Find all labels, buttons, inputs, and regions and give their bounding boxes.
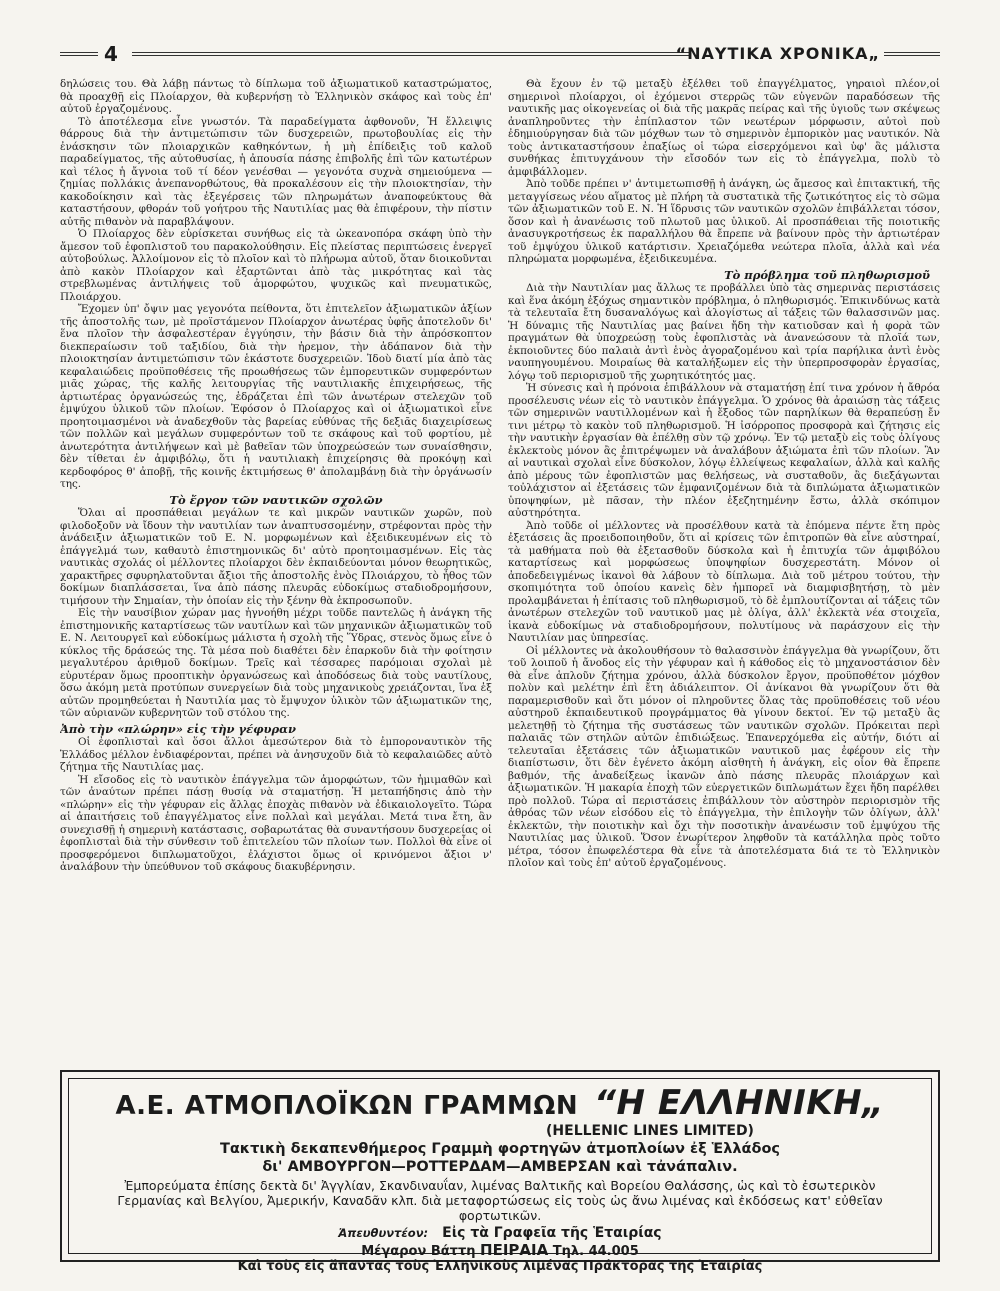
journal-title: “ΝΑΥΤΙΚΑ ΧΡΟΝΙΚΑ„ (675, 44, 880, 63)
ad-title-text: Α.Ε. ΑΤΜΟΠΛΟΪΚΩΝ ΓΡΑΜΜΩΝ (115, 1091, 579, 1121)
ad-description: Ἐμπορεύματα ἐπίσης δεκτὰ δι' Ἀγγλίαν, Σκανδιναυΐαν, λιμένας Βαλτικῆς καὶ Βορείου Θαλάσσης, ὡς καὶ τὸ ἐσωτερικὸν Γερμανίας καὶ Βελγίου, Ἀμερικήν, Καναδᾶν κλπ. διὰ μεταφορτώσεως εἰς τοὺς ὡς ἄνω λιμένας καὶ ἐκδόσεως κατ' εὐθεῖαν φορτωτικῶν. (117, 1178, 883, 1223)
paragraph: Ὁ Πλοίαρχος δὲν εὑρίσκεται συνήθως εἰς τὰ ὠκεανοπόρα σκάφη ὑπὸ τὴν ἄμεσον τοῦ ἐφοπλιστοῦ του παρακολούθησιν. Εἰς πλείστας περιπτώσεις ἐνεργεῖ αὐτοβούλως. Ἀλλοίμονον εἰς τὸ πλοῖον καὶ τὸ πλήρωμα αὐτοῦ, ὅταν διοικοῦνται ἀπὸ κακὸν Πλοίαρχον καὶ ἐξαρτῶνται ἀπὸ τὰς μικρότητας καὶ τὰς στρεβλωμένας ἀντιλήψεις τοῦ ἀμορφώτου, ψυχικῶς καὶ πνευματικῶς, Πλοιάρχου. (60, 228, 492, 303)
paragraph: Ὅλαι αἱ προσπάθειαι μεγάλων τε καὶ μικρῶν ναυτικῶν χωρῶν, ποὺ φιλοδοξοῦν νὰ ἴδουν τὴν ναυτιλίαν των ἀναπτυσσομένην, στρέφονται πρὸς τὴν ἀνάδειξιν ἀξιωματικῶν τοῦ Ε. Ν. μορφωμένων καὶ ἐξειδικευμένων εἰς τὸ ἐπάγγελμά των, καθαυτὸ ἐπιστημονικῶς δι' αὐτὸ προητοιμασμένων. Εἰς τὰς ναυτικὰς σχολάς οἱ μέλλοντες πλοίαρχοι δὲν ἐκπαιδεύονται μόνον θεωρητικῶς, χαρακτῆρες σφυρηλατοῦνται ἄξιοι τῆς ἀποστολῆς ἑνὸς Πλοιάρχου, τὸ ἦθος τῶν δοκίμων διαπλάσσεται, ἵνα ἀπὸ πάσης πλευρᾶς εὐδοκίμως σταδιοδρομήσουν, τιμήσουν τὴν Σημαίαν, τὴν ὁποίαν εἰς τὴν ξένην θὰ ἐκπροσωποῦν. (60, 507, 492, 607)
paragraph: Ἀπὸ τοῦδε πρέπει ν' ἀντιμετωπισθῇ ἡ ἀνάγκη, ὡς ἄμεσος καὶ ἐπιτακτική, τῆς μεταγγίσεως νέου αἵματος μὲ πλήρη τὰ συστατικὰ τῆς ζωτικότητος εἰς τὸ σῶμα τῶν ἀξιωματικῶν τοῦ Ε. Ν. Ἡ ἵδρυσις τῶν ναυτικῶν σχολῶν ἐπιβάλλεται τόσον, ὅσον καὶ ἡ ἀνανέωσις τοῦ πλωτοῦ μας ὑλικοῦ. Αἱ προσπάθειαι τῆς ποιοτικῆς ἀνασυγκροτήσεως ἐκ παραλλήλου θὰ ἔπρεπε νὰ βαίνουν πρὸς τὴν ἀρτιωτέραν τοῦ ἐμψύχου ὑλικοῦ κατάρτισιν. Χρειαζόμεθα νεώτερα πλοῖα, ἀλλὰ καὶ νέα πληρώματα μορφωμένα, ἐξειδικευμένα. (508, 178, 940, 265)
newspaper-page (60, 40, 940, 1274)
paragraph: Ἡ εἴσοδος εἰς τὸ ναυτικὸν ἐπάγγελμα τῶν ἀμορφώτων, τῶν ἡμιμαθῶν καὶ τῶν ἀναύτων πρέπει πάσῃ θυσίᾳ νὰ σταματήσῃ. Ἡ μεταπήδησις ἀπὸ τὴν «πλώρην» εἰς τὴν γέφυραν εἰς ἄλλας ἐποχὰς πιθανὸν νὰ ἐδικαιολογεῖτο. Τώρα αἱ ἀπαιτήσεις τοῦ ἐπαγγέλματος εἶνε πολλαὶ καὶ μεγάλαι. Μετά τινα ἔτη, ἂν συνεχισθῇ ἡ σημερινὴ κατάστασις, σοβαρωτάτας θὰ συναντήσουν δυσχερείας οἱ ἐφοπλισταὶ διὰ τὴν σύνθεσιν τοῦ ἐπιτελείου τῶν πλοίων των. Πολλοὶ θὰ εἶνε οἱ προσφερόμενοι διπλωματοῦχοι, ἐλάχιστοι ὅμως οἱ κρινόμενοι ἄξιοι ν' ἀναλάβουν τὴν ὑπεύθυνον τοῦ σκάφους διακυβέρνησιν. (60, 773, 492, 873)
paragraph: Ἀπὸ τοῦδε οἱ μέλλοντες νὰ προσέλθουν κατὰ τὰ ἑπόμενα πέντε ἔτη πρὸς ἐξετάσεις ἂς προειδοποιηθοῦν, ὅτι αἱ κρίσεις τῶν ἐπιτροπῶν θὰ εἶνε αὐστηραί, τὰ μαθήματα ποὺ θὰ ἐξετασθοῦν δύσκολα καὶ ἡ ἐπιτυχία τῶν ἀμφιβόλου καταρτίσεως καὶ μορφώσεως ὑποψηφίων δυσχερεστάτη. Μόνον οἱ ἀποδεδειγμένως ἱκανοὶ θὰ λάβουν τὸ δίπλωμα. Διὰ τοῦ μέτρου τούτου, τὴν σκοπιμότητα τοῦ ὁποίου κανεὶς δὲν ἠμπορεῖ νὰ διαμφισβητήσῃ, τὸ μὲν προλαμβάνεται ἡ ἐπίτασις τοῦ πληθωρισμοῦ, τὸ δὲ ἐμπλουτίζονται αἱ τάξεις τῶν ἀνωτέρων στελεχῶν τοῦ ναυτικοῦ μας μὲ ὀλίγα, ἀλλ' ἐκλεκτὰ νέα στοιχεῖα, ἱκανὰ εὐδοκίμως νὰ σταδιοδρομήσουν, πολυτίμους νὰ παράσχουν εἰς τὴν Ναυτιλίαν μας ὑπηρεσίας. (508, 519, 940, 644)
paragraph: Ἔχομεν ὑπ' ὄψιν μας γεγονότα πείθοντα, ὅτι ἐπιτελεῖον ἀξιωματικῶν ἀξίων τῆς ἀποστολῆς των, μὲ προϊστάμενον Πλοίαρχον ἀνωτέρας ὑφῆς ἀποτελοῦν δι' ἕνα πλοῖον τὴν ἀσφαλεστέραν ἐγγύησιν, τὴν βάσιν διὰ τὴν ἀπρόσκοπτον διεκπεραίωσιν τοῦ ταξιδίου, διὰ τὴν ἠρεμον, τὴν ἀδάπανον διὰ τὴν πλοιοκτησίαν ἀντιμετώπισιν τῶν ἑκάστοτε δυσχερειῶν. Ἰδοὺ διατί μία ἀπὸ τὰς κεφαλαιώδεις προϋποθέσεις τῆς προωθήσεως τῶν ἐμπορευτικῶν συμφερόντων μιᾶς χώρας, τῆς καλῆς λειτουργίας τῆς ναυτιλιακῆς ἐπιχειρήσεως, τῆς ἀρτιωτέρας ὀργανώσεώς της, ἑδράζεται ἐπὶ τῶν ἀνωτέρων στελεχῶν τοῦ ἐμψύχου ὑλικοῦ τῶν πλοίων. Ἐφόσον ὁ Πλοίαρχος καὶ οἱ ἀξιωματικοὶ εἶνε προητοιμασμένοι νὰ ἀναδεχθοῦν τὰς βαρείας εὐθύνας τῆς δεξιᾶς διαχειρίσεως τῶν πολλῶν καὶ μεγάλων συμφερόντων τοῦ τε σκάφους καὶ τοῦ φορτίου, μὲ ἀνωτερότητα ἀντιλήψεων καὶ μὲ βαθεῖαν τῶν ὑποχρεώσεών των συναίσθησιν, δὲν τίθεται ἐν ἀμφιβόλῳ, ὅτι ἡ ναυτιλιακὴ ἐπιχείρησις θὰ προκόψῃ καὶ κερδοφόρος θ' ἀποβῇ, τῆς κοινῆς ἐκτιμήσεως θ' ἀπολαμβάνῃ διὰ τὴν ὀργάνωσίν της. (60, 303, 492, 490)
advertisement-inner-frame (68, 1078, 932, 1274)
section-heading-schools: Τὸ ἔργον τῶν ναυτικῶν σχολῶν (169, 492, 383, 507)
ad-route-line-2: δι' ΑΜΒΟΥΡΓΟΝ—ΡΟΤΤΕΡΔΑΜ—ΑΜΒΕΡΣΑΝ καὶ τἀνάπαλιν. (262, 1159, 738, 1175)
paragraph: Οἱ μέλλοντες νὰ ἀκολουθήσουν τὸ θαλασσινὸν ἐπάγγελμα θὰ γνωρίζουν, ὅτι τοῦ λοιποῦ ἡ ἄνοδος εἰς τὴν γέφυραν καὶ ἡ κάθοδος εἰς τὸ μηχανοστάσιον δὲν θὰ εἶνε ἁπλοῦν ζήτημα χρόνου, ἀλλὰ δύσκολον ἔργον, προϋποθέτον μόχθον πολὺν καὶ μελέτην ἐπὶ ἔτη ἀδιάλειπτον. Οἱ ἀνίκανοι θὰ γνωρίζουν ὅτι θὰ παραμερισθοῦν καὶ ὅτι μόνον οἱ πληροῦντες ὅλας τὰς προϋποθέσεις τοῦ νέου αὐστηροῦ ἐκπαιδευτικοῦ προγράμματος θὰ γίνουν δεκτοί. Ἐν τῷ μεταξὺ ἂς μελετηθῇ τὸ ζήτημα τῆς συστάσεως τῶν ναυτικῶν σχολῶν. Πρόκειται περὶ παλαιᾶς τῶν στηλῶν αὐτῶν ἐπιδιώξεως. Ἐπανερχόμεθα εἰς αὐτήν, διότι αἱ τελευταῖαι ἐξετάσεις τῶν ἀξιωματικῶν ναυτικοῦ μας ἐφέρουν εἰς τὴν διαπίστωσιν, ὅτι δὲν ἐγένετο ἀκόμη αἰσθητὴ ἡ ἀνάγκη, εἰς οἷον θὰ ἔπρεπε βαθμόν, τῆς ἀναδείξεως ἱκανῶν ἀπὸ πάσης πλευρᾶς πλοιάρχων καὶ ἀξιωματικῶν. Ἡ μακαρία ἐποχὴ τῶν εὐεργετικῶν διπλωμάτων ἔχει ἤδη παρέλθει πρὸ πολλοῦ. Τώρα αἱ περιστάσεις ἐπιβάλλουν τὸν αὐστηρὸν περιορισμὸν τῆς ἀθρόας τῶν νέων εἰσόδου εἰς τὸ ἐπάγγελμα, τὴν ἐπιλογὴν τῶν ὀλίγων, ἀλλ' ἐκλεκτῶν, τὴν ποιοτικὴν καὶ ὄχι τὴν ποσοτικὴν ἀνανέωσιν τοῦ ἐμψύχου τῆς Ναυτιλίας μας ὑλικοῦ. Ὅσον ἐνωρίτερον ληφθοῦν τὰ κατάλληλα πρὸς τοῦτο μέτρα, τόσον ἐπωφελέστερα θὰ εἶνε τὰ ἀποτελέσματα διά τε τὸ Ἑλληνικὸν πλοῖον καὶ τοὺς ἐπ' αὐτοῦ ἐργαζομένους. (508, 644, 940, 869)
ad-contact-label: Ἀπευθυντέον: (338, 1226, 429, 1240)
ad-address: Μέγαρον Βάττη (361, 1244, 476, 1259)
ad-address-line (69, 1241, 931, 1259)
shipping-advertisement (60, 1070, 940, 1274)
article-columns (60, 78, 940, 1063)
ad-contact-main: Εἰς τὰ Γραφεῖα τῆς Ἑταιρίας (442, 1225, 662, 1241)
left-column (60, 78, 492, 1063)
section-heading-bridge: Ἀπὸ τὴν «πλώρην» εἰς τὴν γέφυραν (60, 721, 296, 736)
paragraph: Εἰς τὴν ναυσίβιον χώραν μας ἠγνοήθη μέχρι τοῦδε παντελῶς ἡ ἀνάγκη τῆς ἐπιστημονικῆς καταρτίσεως τῶν ναυτίλων καὶ τῶν μηχανικῶν ἀξιωματικῶν τοῦ Ε. Ν. Λειτουργεῖ καὶ εὐδοκίμως μάλιστα ἡ σχολὴ τῆς Ὕδρας, στενὸς ὅμως εἶνε ὁ κύκλος τῆς δράσεώς της. Τὰ μέσα ποὺ διαθέτει δὲν ἐπαρκοῦν διὰ τὴν φοίτησιν μεγαλυτέρου ἀριθμοῦ δοκίμων. Τρεῖς καὶ τέσσαρες παρόμοιαι σχολαὶ μὲ εὐρυτέραν ὅμως προοπτικὴν ὀργανώσεως καὶ ἀποδόσεως διὰ τοὺς ναυτίλους, ὅσω ἀκόμη μετὰ προτύπων συνεργείων διὰ τοὺς μηχανικοὺς χρειάζονται, ἵνα ἐξ αὐτῶν προμηθεύεται ἡ Ναυτιλία μας τὸ ἔμψυχον ὑλικὸν τῶν ἀξιωματικῶν της, τῶν αὐριανῶν κυβερνητῶν τοῦ στόλου της. (60, 607, 492, 719)
running-head (60, 40, 940, 72)
ad-agents-line: Καὶ τοὺς εἰς ἅπαντας τοὺς Ἑλληνικοὺς λιμένας Πράκτορας τῆς Ἑταιρίας (237, 1259, 763, 1274)
right-column (508, 78, 940, 1063)
paragraph: Ἡ σύνεσις καὶ ἡ πρόνοια ἐπιβάλλουν νὰ σταματήσῃ ἐπί τινα χρόνον ἡ ἄθρόα προσέλευσις νέων εἰς τὸ ναυτικὸν ἐπάγγελμα. Ὁ χρόνος θὰ ἀραιώσῃ τὰς τάξεις τῶν σημερινῶν ναυτιλλομένων καὶ ἡ ἔξοδος τῶν παρηλίκων θὰ θεραπεύσῃ ἔν τινι μέτρῳ τὸ κακὸν τοῦ πληθωρισμοῦ. Ἡ ἰσόρροπος προσφορὰ καὶ ζήτησις εἰς τὴν ναυτικὴν ἐργασίαν θὰ ἐπέλθῃ σὺν τῷ χρόνῳ. Ἐν τῷ μεταξὺ εἰς τοὺς ὀλίγους ἐκλεκτοὺς μόνον ἂς ἐπιτρέψωμεν νὰ ἀναλάβουν ἀξιώματα ἐπὶ τῶν πλοίων. Ἂν αἱ ναυτικαὶ σχολαὶ εἶνε δύσκολον, λόγῳ ἐλλείψεως κεφαλαίων, ἀλλὰ καὶ καλῆς ἀπὸ μέρους τῶν ἐφοπλιστῶν μας θελήσεως, νὰ συσταθοῦν, ἂς διεξάγωνται τοὐλάχιστον αἱ ἐξετάσεις τῶν ἐμφανιζομένων διὰ τὰ διπλώματα ἀξιωματικῶν ὑποψηφίων, μὲ πᾶσαν, τὴν πλέον ἐξεζητημένην ἔστω, ἀλλὰ σκόπιμον αὐστηρότητα. (508, 382, 940, 519)
section-heading-inflation: Τὸ πρόβλημα τοῦ πληθωρισμοῦ (724, 267, 930, 282)
header-rule-right (884, 52, 940, 56)
paragraph: Τὸ ἀποτέλεσμα εἶνε γνωστόν. Τὰ παραδείγματα ἀφθονοῦν, Ἡ ἔλλειψις θάρρους διὰ τὴν ἀντιμετώπισιν τῶν δυσχερειῶν, πρωτοβουλίας εἰς τὴν ἐνάσκησιν τῶν πλοιαρχικῶν καθηκόντων, ἡ μὴ ἐπίδειξις τοῦ καλοῦ παραδείγματος, τῆς αὐτοθυσίας, ἡ ἀπουσία πάσης ἐπιβολῆς ἐπὶ τῶν κατωτέρων καὶ τέλος ἡ ἄγνοια τοῦ τί δέον γενέσθαι — γεγονότα συχνὰ σημειούμενα — ζημίας πολλάκις ἀνεπανορθώτους, θὰ προκαλέσουν εἰς τὴν πλοιοκτησίαν, τὴν κακοδοίκησιν καὶ τὰς ἐξεγέρσεις τῶν πληρωμάτων ἀναποφεύκτους θὰ καταστήσουν, φθοράν τοῦ γοήτρου τῆς Ναυτιλίας μας θὰ ἐπιφέρουν, τὴν πίστιν αὐτῆς πιθανὸν νὰ παραβλάψουν. (60, 115, 492, 228)
paragraph: Οἱ ἐφοπλισταὶ καὶ ὅσοι ἄλλοι ἀμεσώτερον διὰ τὸ ἐμποροναυτικὸν τῆς Ἑλλάδος μέλλον ἐνδιαφέρονται, πρέπει νὰ ἀνησυχοῦν διὰ τὸ κεφαλαιῶδες αὐτὸ ζήτημα τῆς Ναυτιλίας μας. (60, 736, 492, 773)
paragraph: δηλώσεις του. Θὰ λάβῃ πάντως τὸ δίπλωμα τοῦ ἀξιωματικοῦ καταστρώματος, θὰ προαχθῇ εἰς Πλοίαρχον, θὰ κυβερνήσῃ τὸ Ἑλληνικὸν σκάφος καὶ τοὺς ἐπ' αὐτοῦ ἐργαζομένους. (60, 78, 492, 115)
paragraph: Διὰ τὴν Ναυτιλίαν μας ἄλλως τε προβάλλει ὑπὸ τὰς σημερινὰς περιστάσεις καὶ ἕνα ἀκόμη ἐξόχως σημαντικὸν πρόβλημα, ὁ πληθωρισμός. Ἐπικινδύνως κατὰ τὰ τελευταῖα ἔτη δυσαναλόγως καὶ ἀλογίστως αἱ τάξεις τῶν θαλασσινῶν μας. Ἡ δύναμις τῆς Ναυτιλίας μας βαίνει ἤδη τὴν κατιοῦσαν καὶ ἡ φορὰ τῶν πραγμάτων θὰ ὑποχρεώσῃ τοὺς ἐφοπλιστὰς νὰ ἀνανεώσουν τὰ πλοῖά των, ἐκποιοῦντες δύο παλαιὰ ἀντὶ ἑνὸς ἀγοραζομένου καὶ τρία παρήλικα ἀντὶ ἑνὸς ναυπηγουμένου. Μοιραίως θὰ καταλήξωμεν εἰς τὴν ὑπερπροσφορὰν ἐργασίας, λόγῳ τοῦ περιορισμοῦ τῆς χωρητικότητός μας. (508, 282, 940, 382)
page-number: 4 (104, 42, 118, 66)
ad-brand-name: “Η ΕΛΛΗΝΙΚΗ„ (594, 1083, 885, 1123)
header-rule-middle (132, 52, 690, 56)
ad-contact-line (69, 1225, 931, 1241)
ad-english-name: (HELLENIC LINES LIMITED) (546, 1123, 754, 1139)
paragraph: Θὰ ἔχουν ἐν τῷ μεταξὺ ἐξέλθει τοῦ ἐπαγγέλματος, γηραιοὶ πλέον,οἱ σημερινοὶ πλοίαρχοι, οἱ ἐχόμενοι στερρῶς τῶν εὐγενῶν παραδόσεων τῆς ναυτικῆς μας οἰκογενείας οἱ διὰ τῆς μακρᾶς πείρας καὶ τῆς ὑγιοῦς των σκέψεως ἀναπληροῦντες τὴν ἐπίπλαστον τῶν νεωτέρων μόρφωσιν, αὐτοὶ ποὺ ἐδημιούργησαν διὰ τῶν μόχθων των τὸ σημερινὸν ἐμπορικὸν μας ναυτικόν. Νὰ τοὺς ἀντικαταστήσουν ἐπαξίως οἱ τώρα εἰσερχόμενοι καὶ ὑφ' ἃς μάλιστα συνθήκας ἐπιτυγχάνουν τὴν εἴσοδόν των εἰς τὸ ἐπάγγελμα, πολὺ τὸ ἀμφιβάλλομεν. (508, 78, 940, 178)
ad-route-line-1: Τακτικὴ δεκαπενθήμερος Γραμμὴ φορτηγῶν ἀτμοπλοίων ἐξ Ἑλλάδος (219, 1141, 781, 1157)
header-rule-left (60, 52, 98, 56)
ad-phone: Τηλ. 44.005 (552, 1244, 639, 1259)
ad-city: ΠΕΙΡΑΙΑ (480, 1241, 549, 1259)
ad-company-title (69, 1083, 931, 1123)
